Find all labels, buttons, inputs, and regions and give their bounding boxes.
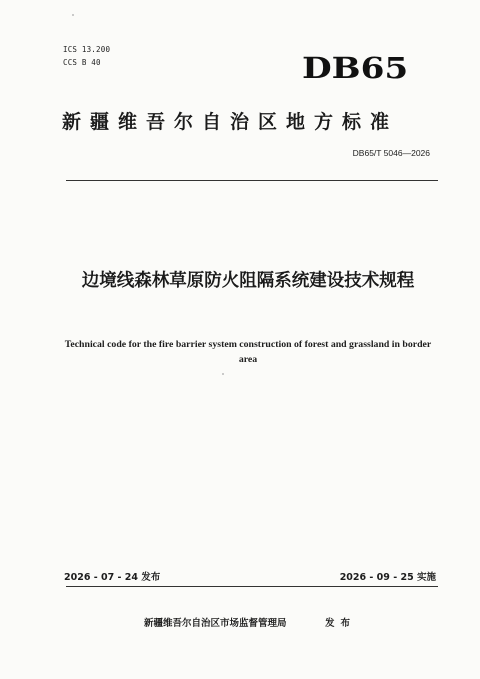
- chinese-title: 边境线森林草原防火阻隔系统建设技术规程: [81, 271, 415, 291]
- issuing-authority: 新疆维吾尔自治区市场监督管理局: [144, 618, 287, 629]
- bottom-divider: [66, 586, 438, 587]
- implementation-date: 2026 - 09 - 25 实施: [339, 572, 436, 583]
- english-title: Technical code for the fire barrier system construction of forest and grassland in border area: [64, 339, 432, 365]
- db65-logo: DB65: [302, 51, 409, 85]
- ccs-code: CCS B 40: [63, 58, 101, 67]
- scan-speck: [222, 373, 224, 375]
- issue-date: 2026 - 07 - 24 发布: [64, 572, 161, 583]
- standard-category-title: 新疆维吾尔自治区地方标准: [62, 111, 399, 133]
- issue-verb: 发布: [325, 618, 357, 629]
- scan-speck: [72, 14, 74, 16]
- top-divider: [66, 180, 438, 181]
- ics-code: ICS 13.200: [63, 45, 111, 54]
- standard-number: DB65/T 5046—2026: [352, 148, 430, 158]
